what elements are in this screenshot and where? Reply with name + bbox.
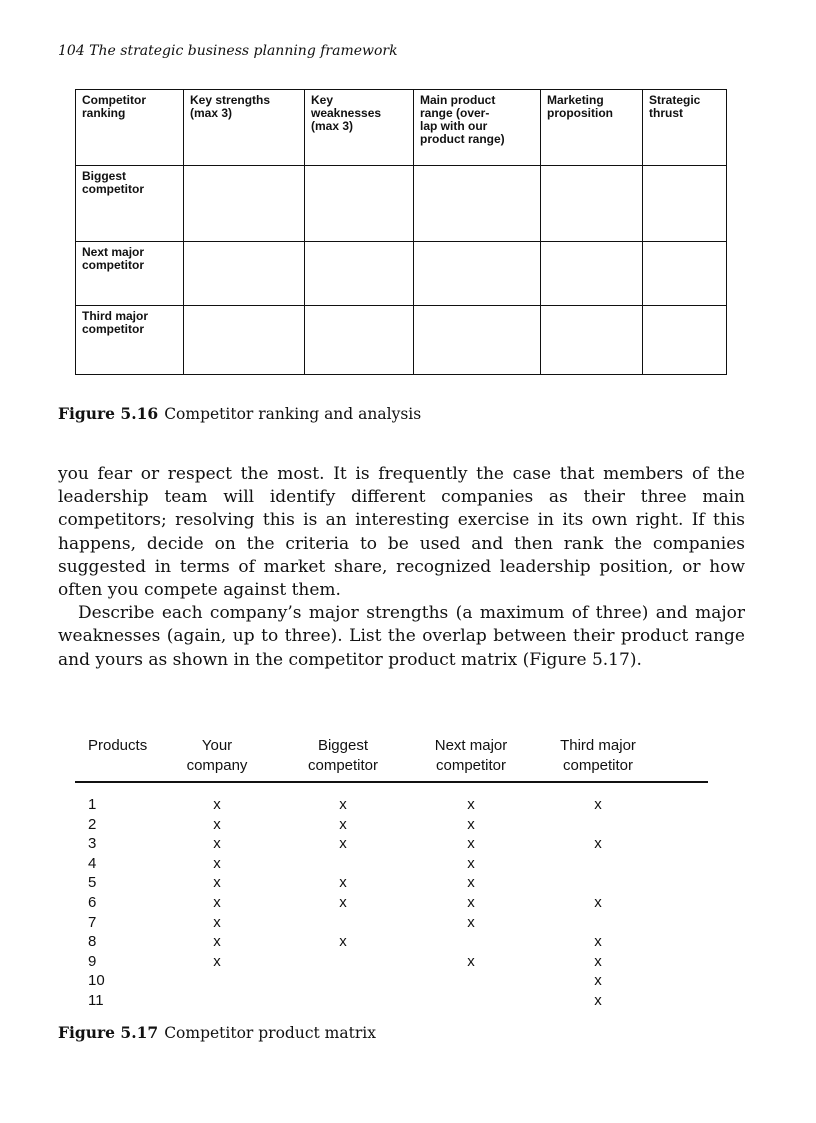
product-number: 8 (88, 933, 97, 951)
overlap-mark: x (339, 815, 347, 833)
competitor-ranking-table (75, 89, 727, 375)
overlap-mark: x (339, 835, 347, 853)
product-number: 3 (88, 835, 97, 853)
overlap-mark: x (213, 874, 221, 892)
matrix-row (75, 991, 708, 1011)
product-number: 1 (88, 796, 97, 813)
matrix-header (75, 736, 708, 783)
figure-5-16-caption: Figure 5.16 Competitor ranking and analysis (58, 404, 422, 423)
overlap-mark: x (467, 835, 475, 853)
row-label: Next major competitor (76, 242, 184, 306)
overlap-mark: x (467, 874, 475, 892)
matrix-rows (75, 783, 708, 1011)
row-label: Biggest competitor (76, 166, 184, 242)
paragraph: Describe each company’s major strengths (a maximum of three) and major weaknesses (again, up to three). List the overlap between their product range and yours as shown in the competitor product matrix (Figure 5.17). (58, 603, 745, 670)
header-your-company: Your company (186, 737, 248, 774)
header-biggest: Biggest competitor (307, 737, 379, 774)
overlap-mark: x (594, 893, 602, 911)
table-header-row (76, 90, 727, 166)
overlap-mark: x (594, 991, 602, 1009)
matrix-row (75, 893, 708, 913)
matrix-row (75, 873, 708, 893)
matrix-row (75, 834, 708, 854)
header-cell: Competitor ranking (76, 90, 184, 166)
product-number: 7 (88, 913, 97, 931)
paragraph: you fear or respect the most. It is frequently the case that members of the leadership team will identify different companies as their three main competitors; resolving this is an interesting exercise in its own right. If this happens, decide on the criteria to be used and then rank the companies suggested in terms of market share, recognized leadership position, or how often you compete against them. (58, 464, 745, 601)
product-number: 6 (88, 893, 97, 911)
matrix-row (75, 913, 708, 933)
overlap-mark: x (213, 933, 221, 951)
product-number: 4 (88, 854, 97, 872)
overlap-mark: x (213, 815, 221, 833)
header-cell: Key strengths (max 3) (184, 90, 305, 166)
overlap-mark: x (339, 893, 347, 911)
table-row (76, 306, 727, 375)
header-cell: Main product range (over- lap with our product range) (414, 90, 541, 166)
header-cell: Key weaknesses (max 3) (305, 90, 414, 166)
header-third-major: Third major competitor (560, 737, 636, 774)
product-number: 5 (88, 874, 97, 892)
overlap-mark: x (339, 874, 347, 892)
overlap-mark: x (467, 893, 475, 911)
figure-5-17-caption: Figure 5.17 Competitor product matrix (58, 1023, 376, 1042)
product-number: 11 (88, 991, 104, 1009)
matrix-row (75, 932, 708, 952)
overlap-mark: x (594, 835, 602, 853)
table-row (76, 166, 727, 242)
product-number: 2 (88, 815, 97, 833)
matrix-row (75, 795, 708, 815)
overlap-mark: x (339, 933, 347, 951)
matrix-row (75, 854, 708, 874)
overlap-mark: x (213, 854, 221, 872)
header-next-major: Next major competitor (434, 737, 508, 774)
overlap-mark: x (339, 796, 347, 813)
overlap-mark: x (467, 815, 475, 833)
running-header: 104 The strategic business planning framework (58, 43, 398, 59)
table-row (76, 242, 727, 306)
matrix-row (75, 952, 708, 972)
header-products: Products (88, 737, 148, 754)
overlap-mark: x (213, 913, 221, 931)
overlap-mark: x (213, 796, 221, 813)
body-text (58, 463, 745, 672)
overlap-mark: x (213, 835, 221, 853)
header-cell: Strategic thrust (643, 90, 727, 166)
product-number: 10 (88, 972, 105, 990)
header-cell: Marketing proposition (541, 90, 643, 166)
overlap-mark: x (594, 933, 602, 951)
matrix-row (75, 815, 708, 835)
row-label: Third major competitor (76, 306, 184, 375)
overlap-mark: x (213, 893, 221, 911)
matrix-row (75, 971, 708, 991)
overlap-mark: x (213, 952, 221, 970)
overlap-mark: x (594, 972, 602, 990)
product-number: 9 (88, 952, 97, 970)
overlap-mark: x (467, 952, 475, 970)
overlap-mark: x (467, 913, 475, 931)
competitor-product-matrix (75, 736, 708, 1011)
overlap-mark: x (467, 796, 475, 813)
overlap-mark: x (594, 952, 602, 970)
overlap-mark: x (467, 854, 475, 872)
overlap-mark: x (594, 796, 602, 813)
